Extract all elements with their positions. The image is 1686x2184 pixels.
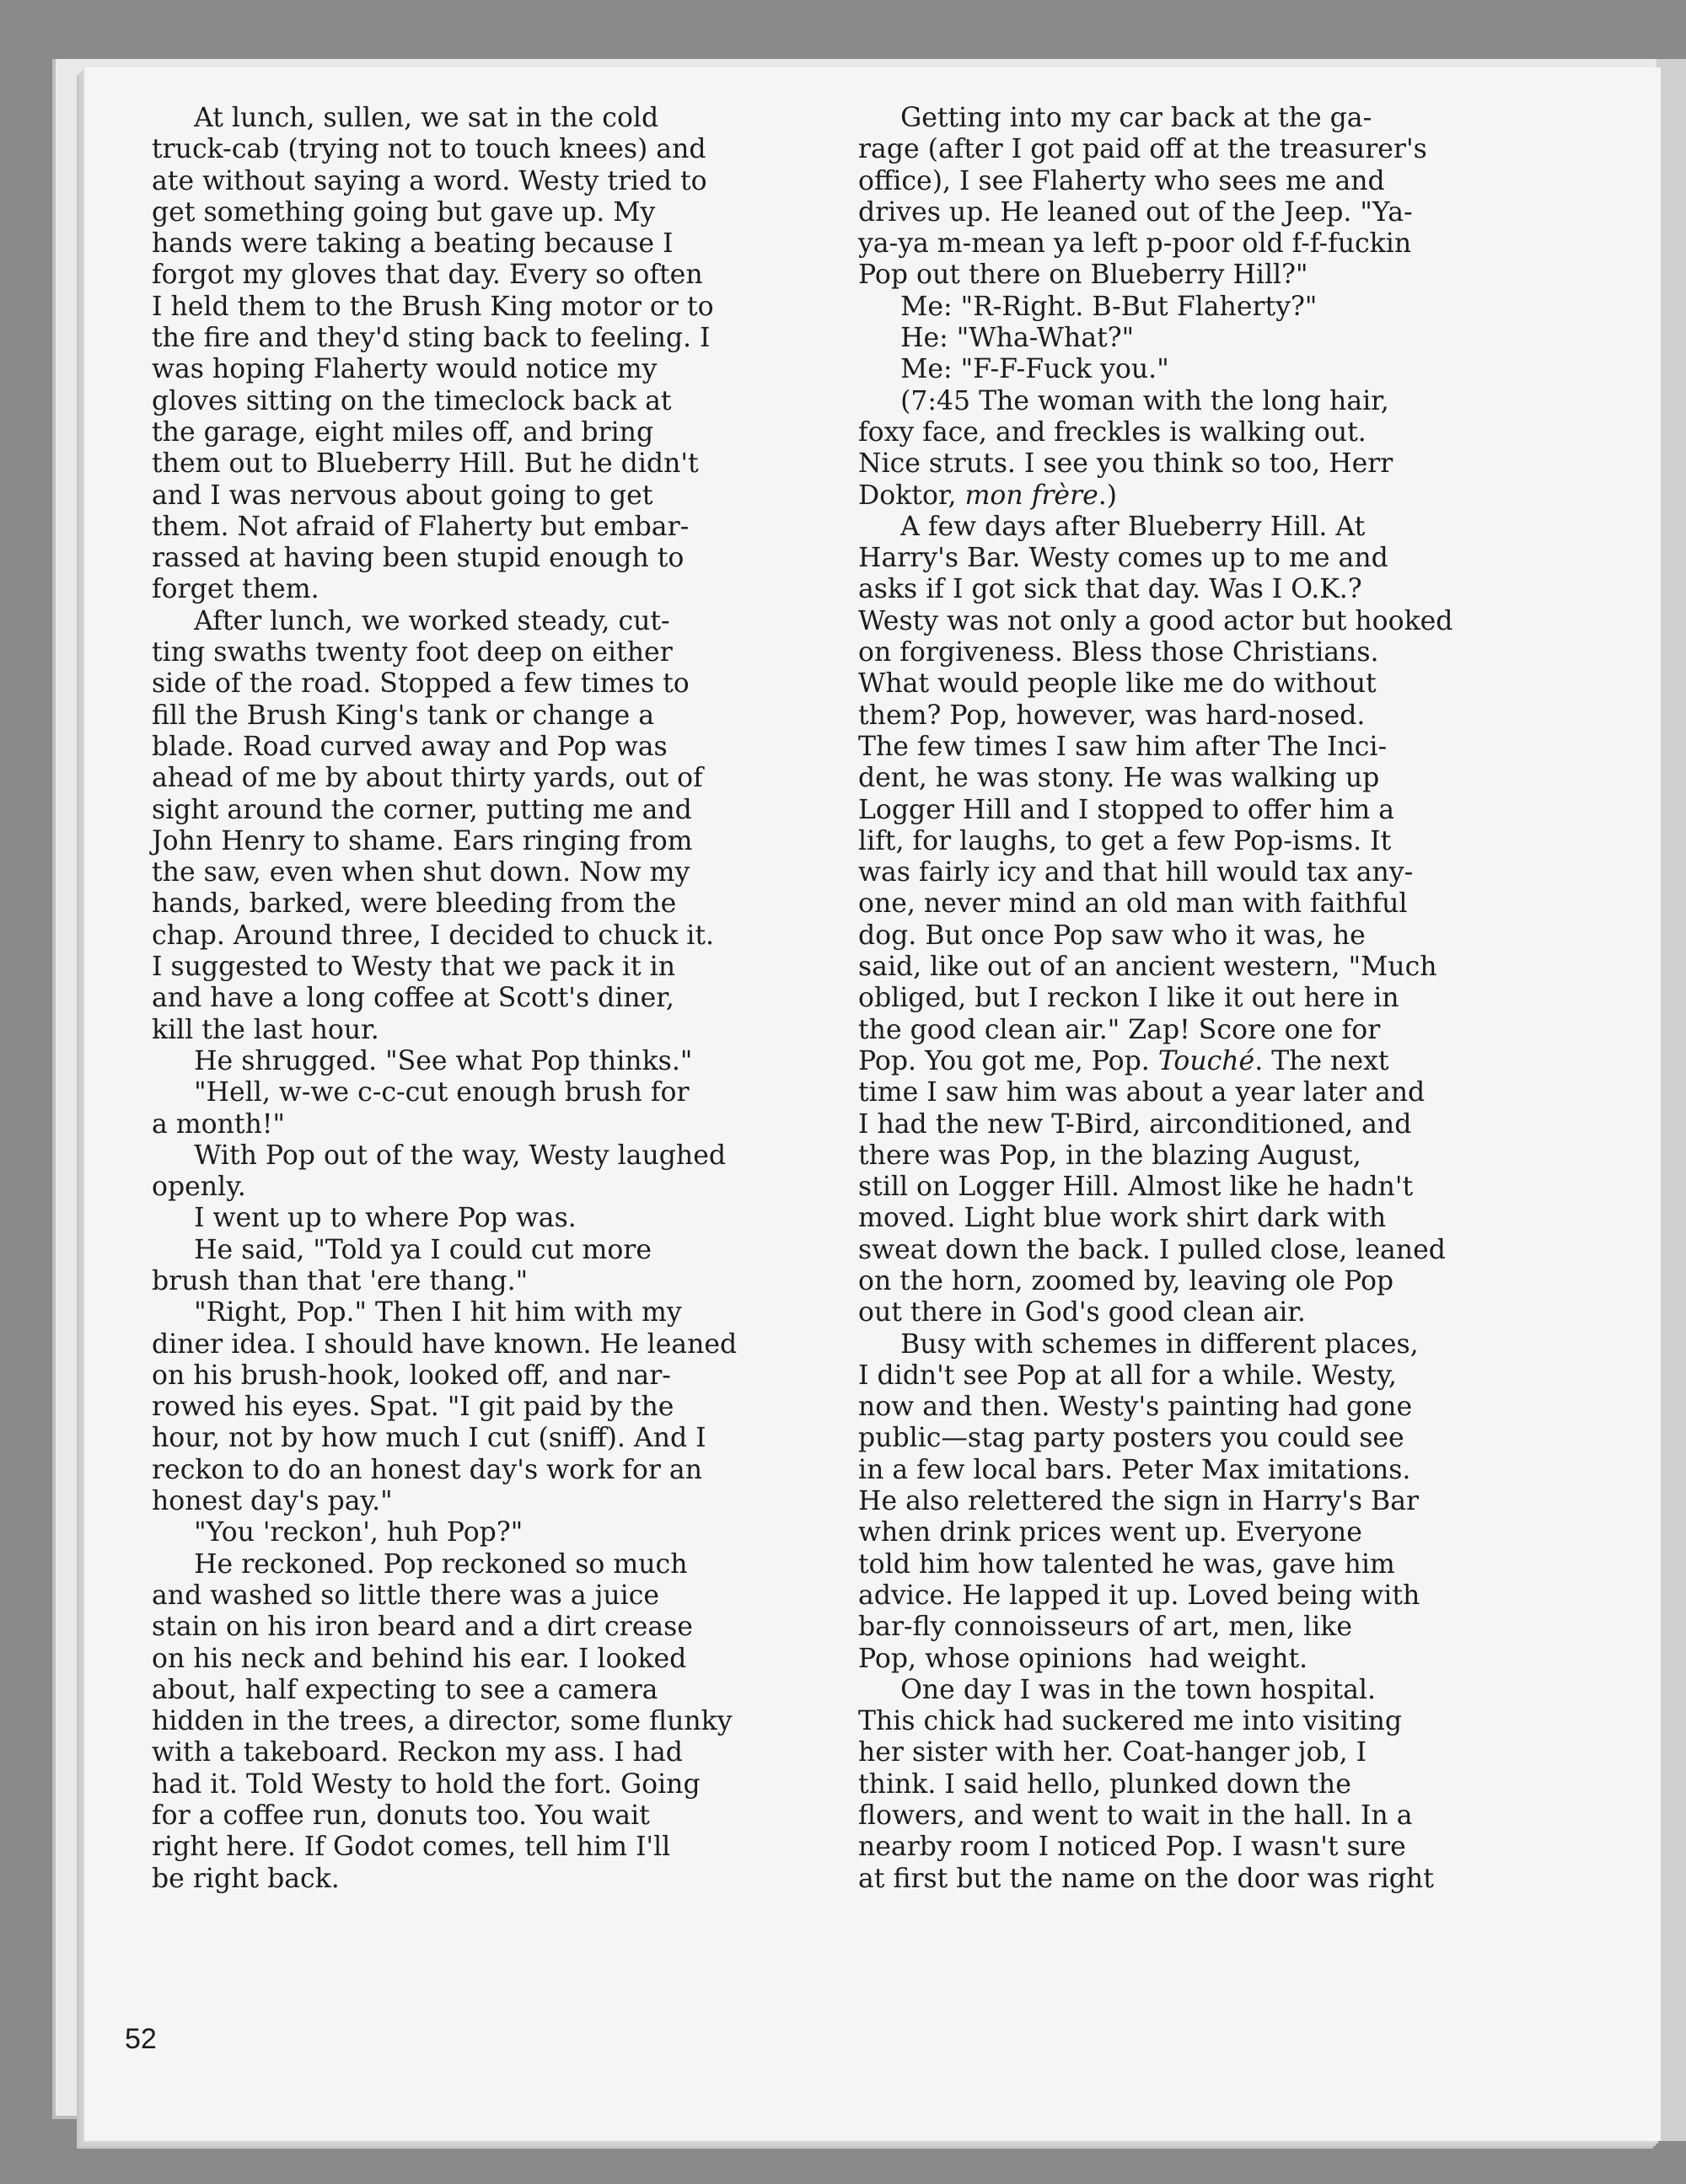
text-line: With Pop out of the way, Westy laughed xyxy=(152,1140,727,1171)
text-line: He said, "Told ya I could cut more xyxy=(152,1234,652,1265)
text-line: them? Pop, however, was hard-nosed. xyxy=(858,700,1366,731)
text-line: rassed at having been stupid enough to xyxy=(152,543,685,574)
text-line: What would people like me do without xyxy=(858,668,1377,700)
text-line: drives up. He leaned out of the Jeep. "Ya- xyxy=(858,196,1413,228)
text-line: Westy was not only a good actor but hooked xyxy=(858,605,1453,636)
text-line: I suggested to Westy that we pack it in xyxy=(152,952,676,983)
text-line: and have a long coffee at Scott's diner, xyxy=(152,983,674,1014)
text-line: had it. Told Westy to hold the fort. Going xyxy=(152,1768,701,1800)
text-line: with a takeboard. Reckon my ass. I had xyxy=(152,1737,683,1768)
text-line: blade. Road curved away and Pop was xyxy=(152,731,668,762)
text-line: on the horn, zoomed by, leaving ole Pop xyxy=(858,1265,1394,1296)
text-line: truck-cab (trying not to touch knees) and xyxy=(152,134,706,165)
text-line: obliged, but I reckon I like it out here in xyxy=(858,983,1399,1014)
text-line: Getting into my car back at the ga- xyxy=(858,103,1372,133)
text-line: the fire and they'd sting back to feeling. I xyxy=(152,323,711,354)
facing-page-edge xyxy=(1656,59,1686,2141)
text-line: ahead of me by about thirty yards, out of xyxy=(152,763,703,794)
text-line: gloves sitting on the timeclock back at xyxy=(152,385,672,416)
text-line: Nice struts. I see you think so too, Herr xyxy=(858,448,1393,480)
text-line: office), I see Flaherty who sees me and xyxy=(858,165,1385,196)
text-line: dent, he was stony. He was walking up xyxy=(858,763,1380,794)
text-line: forget them. xyxy=(152,574,319,605)
text-line: nearby room I noticed Pop. I wasn't sure xyxy=(858,1832,1406,1863)
text-line: ya-ya m-mean ya left p-poor old f-f-fuckin xyxy=(858,228,1412,260)
text-line: "Hell, w-we c-c-cut enough brush for xyxy=(152,1077,690,1108)
text-line: a month!" xyxy=(152,1108,286,1140)
text-line: on his brush-hook, looked off, and nar- xyxy=(152,1360,671,1391)
text-line: hands, barked, were bleeding from the xyxy=(152,888,677,920)
text-line: At lunch, sullen, we sat in the cold xyxy=(152,103,659,133)
text-line: advice. He lapped it up. Loved being with xyxy=(858,1580,1420,1611)
text-line: He also relettered the sign in Harry's Bar xyxy=(858,1486,1420,1517)
text-line: on forgiveness. Bless those Christians. xyxy=(858,637,1379,668)
text-line: Pop. You got me, Pop. Touché. The next xyxy=(858,1045,1389,1076)
text-line: He reckoned. Pop reckoned so much xyxy=(152,1548,688,1580)
text-line: lift, for laughs, to get a few Pop-isms. It xyxy=(858,825,1392,856)
text-line: sweat down the back. I pulled close, leaned xyxy=(858,1234,1446,1265)
text-line: out there in God's good clean air. xyxy=(858,1297,1306,1328)
text-line: was hoping Flaherty would notice my xyxy=(152,354,658,385)
text-line: and I was nervous about going to get xyxy=(152,480,653,511)
text-line: flowers, and went to wait in the hall. In a xyxy=(858,1800,1413,1832)
text-line: for a coffee run, donuts too. You wait xyxy=(152,1800,650,1832)
text-line: there was Pop, in the blazing August, xyxy=(858,1140,1361,1171)
text-line: diner idea. I should have known. He leaned xyxy=(152,1328,738,1360)
text-line: them. Not afraid of Flaherty but embar- xyxy=(152,511,690,542)
text-line: openly. xyxy=(152,1172,246,1203)
left-text-column xyxy=(152,103,746,1895)
text-line: when drink prices went up. Everyone xyxy=(858,1517,1362,1548)
text-line: think. I said hello, plunked down the xyxy=(858,1768,1351,1800)
text-line: He shrugged. "See what Pop thinks." xyxy=(152,1045,693,1076)
text-line: hidden in the trees, a director, some flunky xyxy=(152,1706,733,1737)
text-line: now and then. Westy's painting had gone xyxy=(858,1392,1413,1423)
right-text-column xyxy=(858,103,1452,1895)
text-line: moved. Light blue work shirt dark with xyxy=(858,1203,1387,1234)
text-line: Pop out there on Blueberry Hill?" xyxy=(858,260,1308,291)
text-line: still on Logger Hill. Almost like he hadn't xyxy=(858,1172,1414,1203)
text-line: brush than that 'ere thang." xyxy=(152,1265,529,1296)
text-line: After lunch, we worked steady, cut- xyxy=(152,605,670,636)
text-line: the saw, even when shut down. Now my xyxy=(152,857,690,888)
text-line: get something going but gave up. My xyxy=(152,196,656,228)
text-line: on his neck and behind his ear. I looked xyxy=(152,1643,687,1674)
text-line: John Henry to shame. Ears ringing from xyxy=(152,825,693,856)
text-line: hour, not by how much I cut (sniff). And I xyxy=(152,1423,706,1454)
text-line: Doktor, mon frère.) xyxy=(858,480,1118,511)
text-line: I went up to where Pop was. xyxy=(152,1203,577,1234)
text-line: He: "Wha-What?" xyxy=(858,323,1135,354)
text-line: told him how talented he was, gave him xyxy=(858,1548,1395,1580)
text-line: Busy with schemes in different places, xyxy=(858,1328,1419,1360)
text-line: foxy face, and freckles is walking out. xyxy=(858,416,1367,448)
text-line: ting swaths twenty foot deep on either xyxy=(152,637,673,668)
text-line: right here. If Godot comes, tell him I'll xyxy=(152,1832,671,1863)
text-line: and washed so little there was a juice xyxy=(152,1580,660,1611)
text-line: hands were taking a beating because I xyxy=(152,228,674,260)
text-line: kill the last hour. xyxy=(152,1014,379,1045)
text-line: the good clean air." Zap! Score one for xyxy=(858,1014,1381,1045)
text-line: one, never mind an old man with faithful xyxy=(858,888,1408,920)
text-line: them out to Blueberry Hill. But he didn't xyxy=(152,448,699,480)
text-line: Harry's Bar. Westy comes up to me and xyxy=(858,543,1388,574)
text-line: bar-fly connoisseurs of art, men, like xyxy=(858,1612,1353,1643)
text-line: This chick had suckered me into visiting xyxy=(858,1706,1403,1737)
text-line: Me: "R-Right. B-But Flaherty?" xyxy=(858,291,1318,322)
text-line: at first but the name on the door was right xyxy=(858,1863,1434,1894)
text-line: fill the Brush King's tank or change a xyxy=(152,700,655,731)
text-line: I held them to the Brush King motor or to xyxy=(152,291,714,322)
text-line: about, half expecting to see a camera xyxy=(152,1674,658,1705)
text-line: Pop, whose opinions had weight. xyxy=(858,1643,1308,1674)
text-line: in a few local bars. Peter Max imitations. xyxy=(858,1454,1411,1485)
text-line: said, like out of an ancient western, "Much xyxy=(858,952,1437,983)
text-line: rage (after I got paid off at the treasurer's xyxy=(858,134,1427,165)
text-line: be right back. xyxy=(152,1863,340,1894)
text-line: stain on his iron beard and a dirt crease xyxy=(152,1612,693,1643)
text-line: The few times I saw him after The Inci- xyxy=(858,731,1388,762)
text-line: chap. Around three, I decided to chuck it. xyxy=(152,920,715,951)
text-line: asks if I got sick that day. Was I O.K.? xyxy=(858,574,1362,605)
text-line: "You 'reckon', huh Pop?" xyxy=(152,1517,524,1548)
text-line: (7:45 The woman with the long hair, xyxy=(858,385,1389,416)
text-line: dog. But once Pop saw who it was, he xyxy=(858,920,1366,951)
text-line: Me: "F-F-Fuck you." xyxy=(858,354,1169,385)
text-line: sight around the corner, putting me and xyxy=(152,794,692,825)
text-line: her sister with her. Coat-hanger job, I xyxy=(858,1737,1367,1768)
text-line: A few days after Blueberry Hill. At xyxy=(858,511,1366,542)
text-line: forgot my gloves that day. Every so often xyxy=(152,260,703,291)
text-line: One day I was in the town hospital. xyxy=(858,1674,1377,1705)
text-line: the garage, eight miles off, and bring xyxy=(152,416,654,448)
text-line: ate without saying a word. Westy tried to xyxy=(152,165,707,196)
text-line: public—stag party posters you could see xyxy=(858,1423,1404,1454)
page-number: 52 xyxy=(125,2023,157,2055)
text-line: Logger Hill and I stopped to offer him a xyxy=(858,794,1394,825)
text-line: "Right, Pop." Then I hit him with my xyxy=(152,1297,682,1328)
text-line: was fairly icy and that hill would tax any- xyxy=(858,857,1414,888)
text-line: time I saw him was about a year later and xyxy=(858,1077,1426,1108)
text-line: side of the road. Stopped a few times to xyxy=(152,668,690,700)
text-line: I had the new T-Bird, airconditioned, and xyxy=(858,1108,1412,1140)
text-line: honest day's pay." xyxy=(152,1486,393,1517)
text-line: reckon to do an honest day's work for an xyxy=(152,1454,702,1485)
text-line: I didn't see Pop at all for a while. Westy, xyxy=(858,1360,1397,1391)
text-line: rowed his eyes. Spat. "I git paid by the xyxy=(152,1392,674,1423)
